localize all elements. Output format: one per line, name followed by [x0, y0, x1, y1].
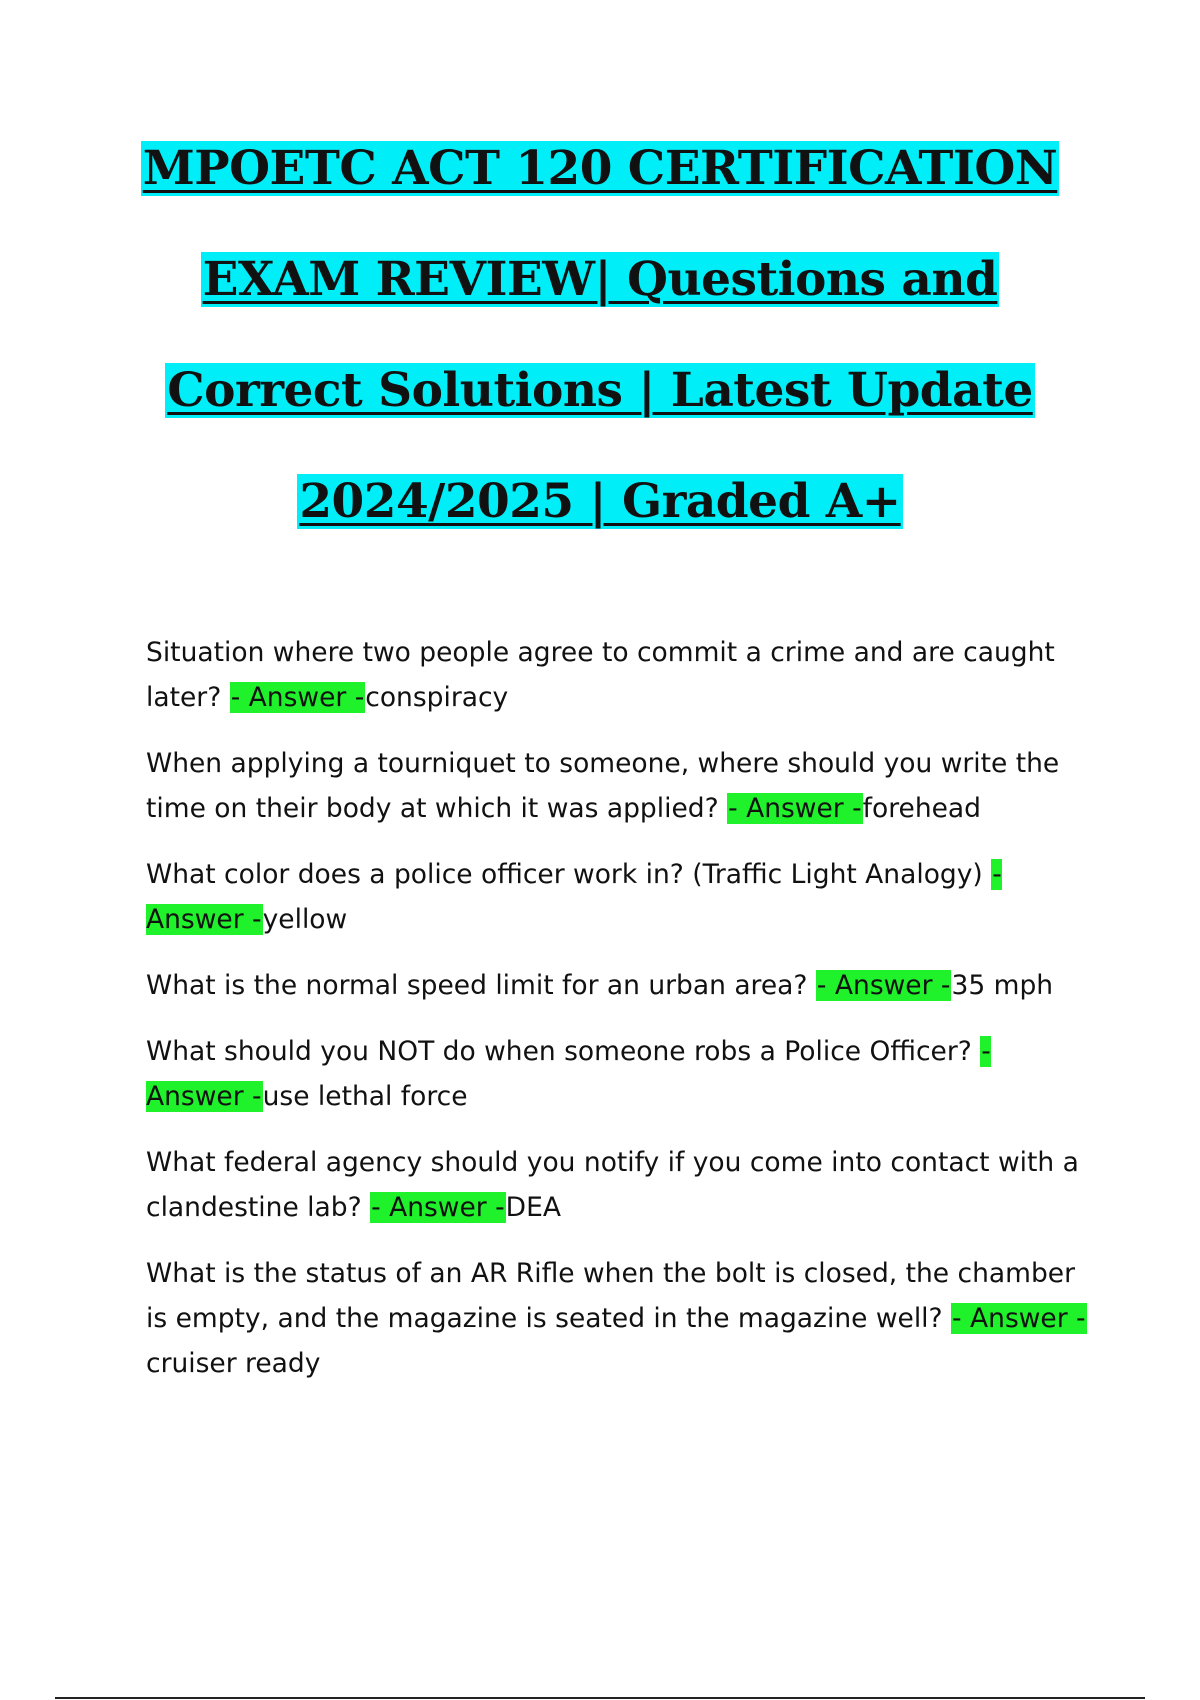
- title-line-3: Correct Solutions | Latest Update: [167, 363, 1033, 418]
- qa-item-2: [146, 741, 1096, 831]
- qa-item-4: [146, 963, 1096, 1008]
- qa-item-7: [146, 1251, 1096, 1386]
- question-text: Situation where two people agree to commit a crime and are caught later?: [146, 637, 1055, 713]
- question-text: What should you NOT do when someone robs a Police Officer?: [146, 1036, 981, 1067]
- qa-item-3: [146, 852, 1096, 942]
- answer-marker: - Answer -: [371, 1192, 505, 1223]
- qa-item-5: [146, 1029, 1096, 1119]
- document-title: [100, 138, 1100, 582]
- question-text: When applying a tourniquet to someone, where should you write the time on their body at which it was applied?: [146, 748, 1060, 824]
- answer-marker: - Answer -: [146, 859, 1002, 935]
- title-line-2: EXAM REVIEW| Questions and: [202, 252, 998, 307]
- answer-text: 35 mph: [951, 970, 1054, 1001]
- answer-text: conspiracy: [365, 682, 509, 713]
- question-answer-list: [146, 630, 1096, 1407]
- title-line-1: MPOETC ACT 120 CERTIFICATION: [142, 141, 1058, 196]
- answer-marker: - Answer -: [230, 682, 365, 713]
- qa-item-1: [146, 630, 1096, 720]
- answer-text: DEA: [505, 1192, 561, 1223]
- answer-marker: - Answer -: [952, 1303, 1086, 1334]
- question-text: What color does a police officer work in? (Traffic Light Analogy): [146, 859, 992, 890]
- answer-text: yellow: [262, 904, 348, 935]
- question-text: What is the normal speed limit for an urban area?: [146, 970, 816, 1001]
- answer-text: cruiser ready: [146, 1348, 321, 1379]
- answer-marker: - Answer -: [816, 970, 951, 1001]
- answer-text: use lethal force: [262, 1081, 468, 1112]
- answer-marker: - Answer -: [728, 793, 862, 824]
- question-text: What federal agency should you notify if you come into contact with a clandestine lab?: [146, 1147, 1079, 1223]
- answer-text: forehead: [862, 793, 981, 824]
- footer-divider: [55, 1697, 1145, 1699]
- question-text: What is the status of an AR Rifle when the bolt is closed, the chamber is empty, and the magazine is seated in the magazine well?: [146, 1258, 1075, 1334]
- qa-item-6: [146, 1140, 1096, 1230]
- title-line-4: 2024/2025 | Graded A+: [299, 474, 901, 529]
- answer-marker: - Answer -: [146, 1036, 991, 1112]
